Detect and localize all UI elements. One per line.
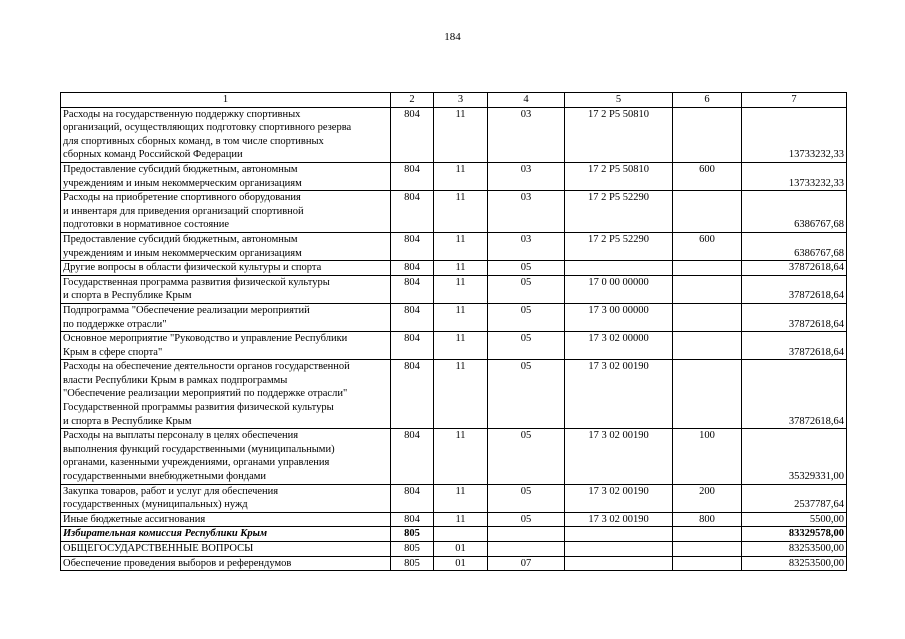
row-ved-cell: 805 <box>391 542 434 557</box>
row-name-cell <box>61 527 391 542</box>
table-row <box>61 527 847 542</box>
row-rz-cell: 11 <box>434 303 488 331</box>
table-row <box>61 542 847 557</box>
row-ved-cell: 804 <box>391 332 434 360</box>
row-name-text: Иные бюджетные ассигнования <box>63 513 206 525</box>
row-vr-cell <box>673 303 742 331</box>
row-name-text: Расходы на выплаты персоналу в целях обеспечения выполнения функций государственными (муниципальными) органами, казенными учреждениями, органами управления государственными внебюджетными фондами <box>63 430 335 483</box>
table-row <box>61 107 847 162</box>
row-rz-cell: 01 <box>434 542 488 557</box>
row-pr-cell: 07 <box>488 556 565 571</box>
row-name-cell <box>61 107 391 162</box>
row-vr-cell <box>673 261 742 276</box>
row-name-cell <box>61 332 391 360</box>
table-row <box>61 484 847 512</box>
row-csr-cell: 17 3 00 00000 <box>565 303 673 331</box>
row-pr-cell: 03 <box>488 191 565 233</box>
header-col-4: 4 <box>488 93 565 108</box>
row-name-text: Расходы на обеспечение деятельности органов государственной власти Республики Крым в рамках подпрограммы "Обеспечение реализации мероприятий по поддержке отрасли" Государственной программы развития физической культуры и спорта в Республике Крым <box>63 361 350 427</box>
row-sum-cell: 6386767,68 <box>742 191 847 233</box>
row-vr-cell <box>673 527 742 542</box>
header-col-7: 7 <box>742 93 847 108</box>
budget-table-body <box>61 93 847 571</box>
row-vr-cell <box>673 556 742 571</box>
row-name-text: Другие вопросы в области физической культуры и спорта <box>63 262 322 274</box>
row-csr-cell: 17 2 Р5 52290 <box>565 232 673 260</box>
row-name-text: Расходы на приобретение спортивного оборудования и инвентаря для приведения организаций спортивной подготовки в нормативное состояние <box>63 192 304 231</box>
table-row <box>61 261 847 276</box>
row-name-text: Закупка товаров, работ и услуг для обеспечения государственных (муниципальных) нужд <box>63 485 279 511</box>
row-sum-cell: 37872618,64 <box>742 303 847 331</box>
row-sum-cell: 83329578,00 <box>742 527 847 542</box>
header-col-5: 5 <box>565 93 673 108</box>
row-ved-cell: 804 <box>391 261 434 276</box>
row-csr-cell <box>565 556 673 571</box>
row-sum-cell: 2537787,64 <box>742 484 847 512</box>
row-vr-cell <box>673 275 742 303</box>
row-csr-cell: 17 3 02 00190 <box>565 360 673 429</box>
row-vr-cell <box>673 542 742 557</box>
row-name-text: Расходы на государственную поддержку спортивных организаций, осуществляющих подготовку спортивного резерва для спортивных сборных команд, в том числе спортивных сборных команд Российской Федерации <box>63 108 352 161</box>
row-ved-cell: 804 <box>391 162 434 190</box>
table-row <box>61 162 847 190</box>
table-row <box>61 360 847 429</box>
row-vr-cell <box>673 191 742 233</box>
row-sum-cell: 5500,00 <box>742 512 847 527</box>
row-csr-cell <box>565 261 673 276</box>
row-ved-cell: 804 <box>391 360 434 429</box>
row-pr-cell: 05 <box>488 484 565 512</box>
row-ved-cell: 804 <box>391 275 434 303</box>
budget-table <box>60 92 847 571</box>
row-ved-cell: 804 <box>391 191 434 233</box>
row-pr-cell <box>488 542 565 557</box>
row-rz-cell <box>434 527 488 542</box>
row-pr-cell: 03 <box>488 162 565 190</box>
row-name-text: Основное мероприятие "Руководство и управление Республики Крым в сфере спорта" <box>63 333 348 358</box>
row-vr-cell <box>673 332 742 360</box>
row-name-cell <box>61 556 391 571</box>
row-rz-cell: 11 <box>434 107 488 162</box>
header-col-1: 1 <box>61 93 391 108</box>
row-csr-cell <box>565 527 673 542</box>
row-pr-cell <box>488 527 565 542</box>
row-name-cell <box>61 261 391 276</box>
row-vr-cell <box>673 360 742 429</box>
row-sum-cell: 37872618,64 <box>742 261 847 276</box>
table-row <box>61 191 847 233</box>
row-pr-cell: 05 <box>488 429 565 484</box>
row-pr-cell: 03 <box>488 107 565 162</box>
row-csr-cell: 17 2 Р5 50810 <box>565 107 673 162</box>
row-sum-cell: 13733232,33 <box>742 107 847 162</box>
row-vr-cell: 600 <box>673 232 742 260</box>
row-ved-cell: 804 <box>391 484 434 512</box>
row-rz-cell: 11 <box>434 332 488 360</box>
row-sum-cell: 35329331,00 <box>742 429 847 484</box>
row-sum-cell: 83253500,00 <box>742 556 847 571</box>
row-csr-cell: 17 3 02 00000 <box>565 332 673 360</box>
header-col-6: 6 <box>673 93 742 108</box>
row-rz-cell: 11 <box>434 360 488 429</box>
table-row <box>61 332 847 360</box>
row-sum-cell: 37872618,64 <box>742 332 847 360</box>
table-row <box>61 429 847 484</box>
row-name-text: Подпрограмма "Обеспечение реализации мероприятий по поддержке отрасли" <box>63 304 310 330</box>
row-name-cell <box>61 162 391 190</box>
row-rz-cell: 11 <box>434 232 488 260</box>
row-vr-cell: 800 <box>673 512 742 527</box>
table-row <box>61 275 847 303</box>
row-sum-cell: 6386767,68 <box>742 232 847 260</box>
row-rz-cell: 11 <box>434 162 488 190</box>
row-pr-cell: 05 <box>488 303 565 331</box>
row-pr-cell: 05 <box>488 275 565 303</box>
row-sum-cell: 37872618,64 <box>742 360 847 429</box>
row-rz-cell: 11 <box>434 429 488 484</box>
row-name-cell <box>61 303 391 331</box>
header-col-2: 2 <box>391 93 434 108</box>
table-header-row <box>61 93 847 108</box>
row-csr-cell: 17 0 00 00000 <box>565 275 673 303</box>
table-row <box>61 556 847 571</box>
row-pr-cell: 05 <box>488 360 565 429</box>
row-csr-cell: 17 3 02 00190 <box>565 429 673 484</box>
row-name-cell <box>61 429 391 484</box>
table-row <box>61 232 847 260</box>
row-name-text: Предоставление субсидий бюджетным, автономным учреждениям и иным некоммерческим организациям <box>63 163 302 189</box>
page-number: 184 <box>444 31 461 43</box>
row-sum-cell: 13733232,33 <box>742 162 847 190</box>
row-name-text: Избирательная комиссия Республики Крым <box>63 528 268 540</box>
row-pr-cell: 05 <box>488 261 565 276</box>
row-pr-cell: 05 <box>488 332 565 360</box>
row-sum-cell: 37872618,64 <box>742 275 847 303</box>
row-ved-cell: 804 <box>391 429 434 484</box>
row-ved-cell: 805 <box>391 527 434 542</box>
row-csr-cell: 17 3 02 00190 <box>565 512 673 527</box>
table-row <box>61 512 847 527</box>
row-rz-cell: 11 <box>434 512 488 527</box>
row-name-text: Предоставление субсидий бюджетным, автономным учреждениям и иным некоммерческим организациям <box>63 233 302 259</box>
row-name-cell <box>61 542 391 557</box>
row-pr-cell: 03 <box>488 232 565 260</box>
row-rz-cell: 11 <box>434 191 488 233</box>
row-name-cell <box>61 232 391 260</box>
row-rz-cell: 11 <box>434 484 488 512</box>
row-name-cell <box>61 512 391 527</box>
row-vr-cell: 200 <box>673 484 742 512</box>
row-csr-cell: 17 3 02 00190 <box>565 484 673 512</box>
table-row <box>61 303 847 331</box>
row-ved-cell: 804 <box>391 303 434 331</box>
row-ved-cell: 804 <box>391 232 434 260</box>
row-vr-cell: 600 <box>673 162 742 190</box>
header-col-3: 3 <box>434 93 488 108</box>
row-name-cell <box>61 191 391 233</box>
row-name-cell <box>61 360 391 429</box>
row-csr-cell: 17 2 Р5 50810 <box>565 162 673 190</box>
row-name-cell <box>61 484 391 512</box>
row-pr-cell: 05 <box>488 512 565 527</box>
row-csr-cell <box>565 542 673 557</box>
row-csr-cell: 17 2 Р5 52290 <box>565 191 673 233</box>
row-ved-cell: 805 <box>391 556 434 571</box>
row-ved-cell: 804 <box>391 512 434 527</box>
row-name-text: Обеспечение проведения выборов и референдумов <box>63 557 292 569</box>
row-vr-cell: 100 <box>673 429 742 484</box>
row-name-cell <box>61 275 391 303</box>
row-name-text: ОБЩЕГОСУДАРСТВЕННЫЕ ВОПРОСЫ <box>63 543 254 554</box>
row-vr-cell <box>673 107 742 162</box>
row-ved-cell: 804 <box>391 107 434 162</box>
row-sum-cell: 83253500,00 <box>742 542 847 557</box>
row-rz-cell: 11 <box>434 261 488 276</box>
row-rz-cell: 11 <box>434 275 488 303</box>
row-name-text: Государственная программа развития физической культуры и спорта в Республике Крым <box>63 276 330 302</box>
row-rz-cell: 01 <box>434 556 488 571</box>
